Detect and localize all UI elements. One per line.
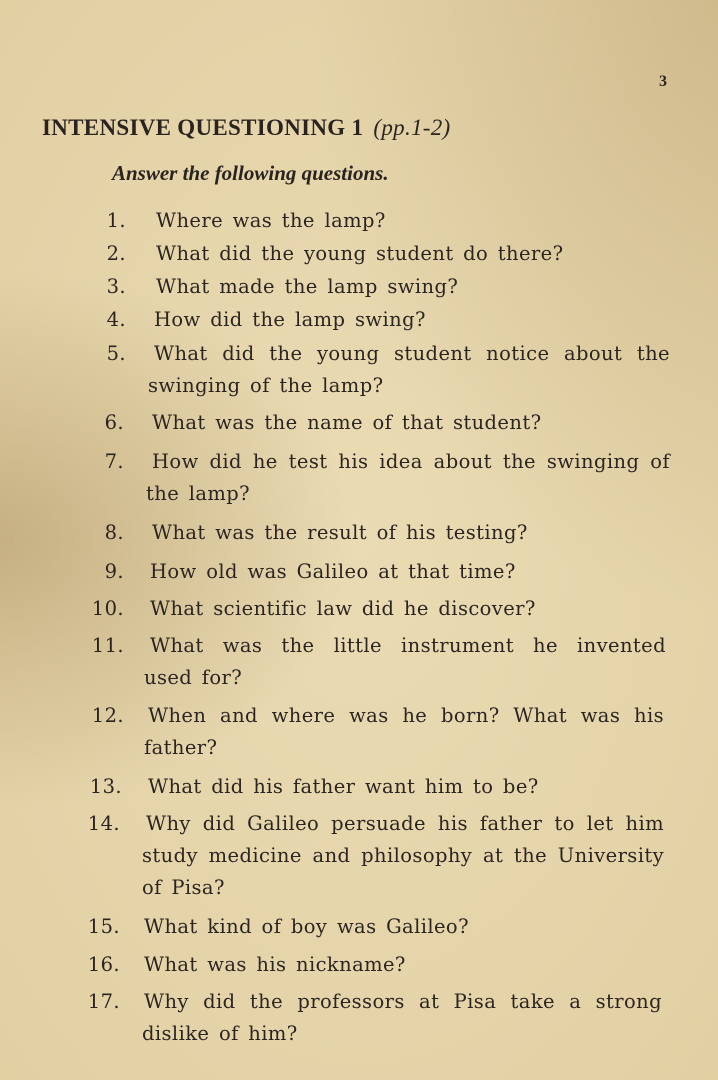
question-text: What did the young student notice about the swinging of the lamp? xyxy=(148,342,670,397)
question-item xyxy=(86,808,664,904)
question-text: What scientific law did he discover? xyxy=(150,597,536,620)
question-number: 16. xyxy=(87,953,120,976)
question-item xyxy=(92,556,612,588)
question-item xyxy=(94,407,614,439)
question-text: Why did the professors at Pisa take a strong dislike of him? xyxy=(142,990,662,1045)
question-number: 13. xyxy=(89,775,122,798)
question-item xyxy=(94,205,614,237)
question-item xyxy=(94,304,614,336)
question-number: 11. xyxy=(91,634,124,657)
question-item xyxy=(86,986,662,1050)
instruction: Answer the following questions. xyxy=(112,161,389,185)
question-item xyxy=(86,911,606,943)
question-text: What was the name of that student? xyxy=(152,411,542,434)
section-heading xyxy=(42,115,451,141)
question-text: What did his father want him to be? xyxy=(148,775,539,798)
question-item xyxy=(86,949,606,981)
question-item xyxy=(92,630,666,694)
question-text: What did the young student do there? xyxy=(156,242,564,265)
question-text: What made the lamp swing? xyxy=(156,275,459,298)
question-text: What was the result of his testing? xyxy=(152,521,528,544)
question-text: What was the little instrument he invented used for? xyxy=(144,634,666,689)
question-number: 2. xyxy=(106,242,126,265)
question-text: What was his nickname? xyxy=(144,953,406,976)
question-text: Where was the lamp? xyxy=(156,209,386,232)
question-number: 3. xyxy=(106,275,126,298)
question-number: 10. xyxy=(91,597,124,620)
question-item xyxy=(94,238,634,270)
question-number: 8. xyxy=(104,521,124,544)
question-number: 4. xyxy=(106,308,126,331)
question-number: 1. xyxy=(106,209,126,232)
question-number: 7. xyxy=(104,450,124,473)
page-number: 3 xyxy=(659,73,667,90)
question-text: Why did Galileo persuade his father to let him study medicine and philosophy at the University of Pisa? xyxy=(142,812,664,899)
question-text: When and where was he born? What was his father? xyxy=(144,704,664,759)
question-item xyxy=(92,517,612,549)
question-item xyxy=(94,271,614,303)
question-number: 6. xyxy=(104,411,124,434)
question-item xyxy=(90,700,664,764)
question-item xyxy=(94,338,670,402)
heading-title: INTENSIVE QUESTIONING 1 xyxy=(42,115,364,140)
question-item xyxy=(88,771,608,803)
question-number: 12. xyxy=(91,704,124,727)
heading-page-range: (pp.1-2) xyxy=(373,115,451,140)
question-number: 14. xyxy=(87,812,120,835)
question-text: What kind of boy was Galileo? xyxy=(144,915,469,938)
question-number: 17. xyxy=(87,990,120,1013)
question-item xyxy=(92,593,612,625)
question-number: 9. xyxy=(104,560,124,583)
question-text: How old was Galileo at that time? xyxy=(150,560,516,583)
question-item xyxy=(94,446,670,510)
question-number: 15. xyxy=(87,915,120,938)
question-text: How did the lamp swing? xyxy=(154,308,426,331)
question-text: How did he test his idea about the swinging of the lamp? xyxy=(146,450,670,505)
question-number: 5. xyxy=(106,342,126,365)
